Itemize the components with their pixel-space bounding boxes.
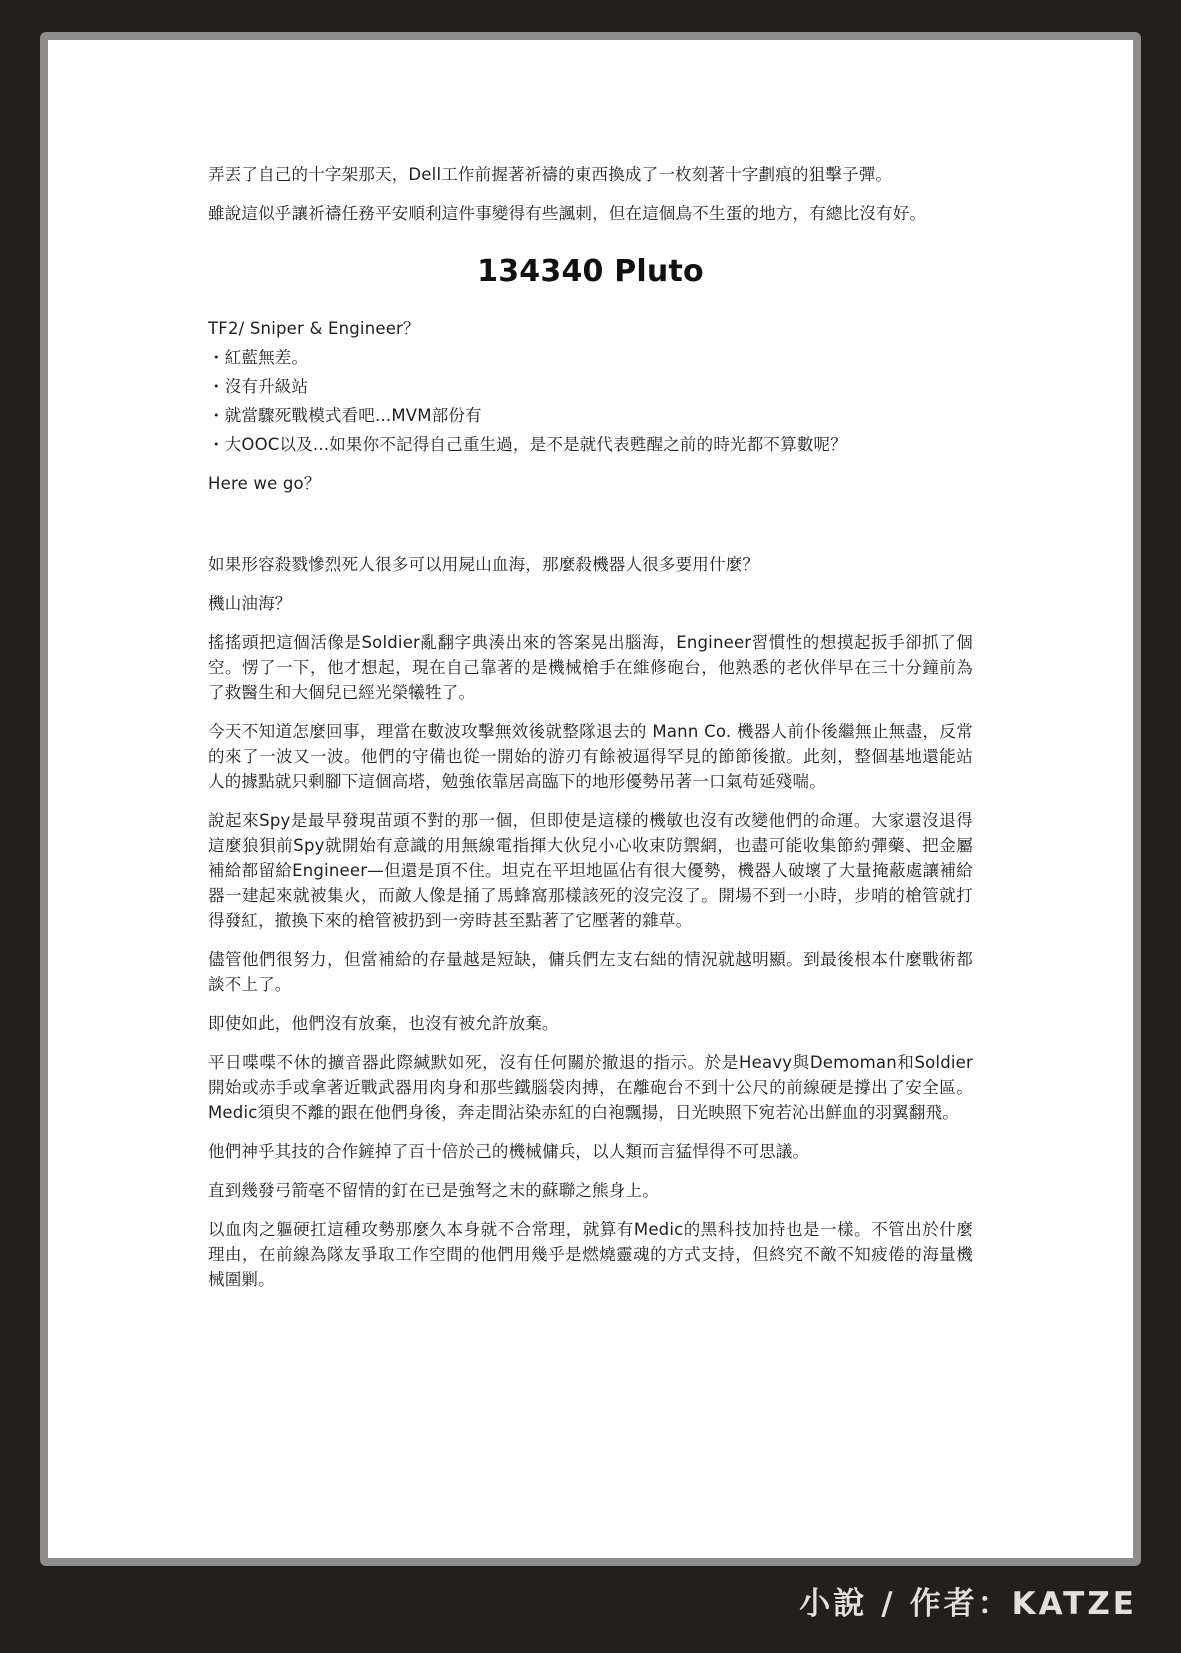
- footer-credit: [799, 1578, 1137, 1623]
- body-paragraph: 他們神乎其技的合作鏟掉了百十倍於己的機械傭兵，以人類而言猛悍得不可思議。: [208, 1142, 810, 1161]
- page-sheet: [40, 32, 1141, 1566]
- body-paragraph: 儘管他們很努力，但當補給的存量越是短缺，傭兵們左支右絀的情況就越明顯。到最後根本什麼戰術都談不上了。: [208, 950, 973, 994]
- article: [208, 162, 973, 1306]
- story-title: 134340 Pluto: [477, 254, 704, 289]
- body-paragraph: 即使如此，他們沒有放棄，也沒有被允許放棄。: [208, 1014, 559, 1033]
- section-spacer: [208, 510, 973, 552]
- body-paragraph: 搖搖頭把這個活像是Soldier亂翻字典湊出來的答案晃出腦海，Engineer習慣性的想摸起扳手卻抓了個空。愣了一下，他才想起，現在自己靠著的是機械槍手在維修砲台，他熟悉的老伙伴早在三十分鐘前為了救醫生和大個兒已經光榮犧牲了。: [208, 633, 973, 702]
- footer-separator: /: [881, 1586, 896, 1622]
- fandom-line: TF2/ Sniper & Engineer？: [208, 319, 420, 338]
- body-paragraph: 直到幾發弓箭毫不留情的釘在已是強弩之末的蘇聯之熊身上。: [208, 1181, 659, 1200]
- here-we-go-line: Here we go？: [208, 474, 321, 493]
- body-paragraph: 機山油海？: [208, 594, 292, 613]
- body-paragraph: 平日喋喋不休的擴音器此際緘默如死，沒有任何關於撤退的指示。於是Heavy與Demoman和Soldier開始或赤手或拿著近戰武器用肉身和那些鐵腦袋肉搏，在離砲台不到十公尺的前線硬是撐出了安全區。Medic須臾不離的跟在他們身後，奔走間沾染赤紅的白袍飄揚，日光映照下宛若沁出鮮血的羽翼翻飛。: [208, 1053, 973, 1122]
- story-meta: [208, 314, 973, 459]
- note-item: ・沒有升級站: [208, 377, 309, 396]
- footer-category: 小說: [799, 1586, 868, 1622]
- footer-author: 作者：KATZE: [909, 1586, 1137, 1622]
- body-paragraph: 說起來Spy是最早發現苗頭不對的那一個，但即使是這樣的機敏也沒有改變他們的命運。大家還沒退得這麼狼狽前Spy就開始有意識的用無線電指揮大伙兒小心收束防禦網，也盡可能收集節約彈藥、把金屬補給都留給Engineer—但還是頂不住。坦克在平坦地區佔有很大優勢，機器人破壞了大量掩蔽處讓補給器一建起來就被集火，而敵人像是捅了馬蜂窩那樣該死的沒完沒了。開場不到一小時，步哨的槍管就打得發紅，撤換下來的槍管被扔到一旁時甚至點著了它壓著的雜草。: [208, 811, 973, 930]
- note-item: ・紅藍無差。: [208, 348, 309, 367]
- intro-paragraph: 弄丟了自己的十字架那天，Dell工作前握著祈禱的東西換成了一枚刻著十字劃痕的狙擊子彈。: [208, 165, 893, 184]
- intro-paragraph: 雖說這似乎讓祈禱任務平安順利這件事變得有些諷刺，但在這個鳥不生蛋的地方，有總比沒有好。: [208, 204, 927, 223]
- body-paragraph: 如果形容殺戮慘烈死人很多可以用屍山血海，那麼殺機器人很多要用什麼？: [208, 555, 760, 574]
- note-item: ・就當驟死戰模式看吧...MVM部份有: [208, 406, 482, 425]
- body-paragraph: 今天不知道怎麼回事，理當在數波攻擊無效後就整隊退去的 Mann Co. 機器人前仆後繼無止無盡，反常的來了一波又一波。他們的守備也從一開始的游刃有餘被逼得罕見的節節後撤。此刻，整個基地還能站人的據點就只剩腳下這個高塔，勉強依靠居高臨下的地形優勢吊著一口氣苟延殘喘。: [208, 722, 973, 791]
- note-item: ・大OOC以及...如果你不記得自己重生過，是不是就代表甦醒之前的時光都不算數呢？: [208, 435, 847, 454]
- body-paragraph: 以血肉之軀硬扛這種攻勢那麼久本身就不合常理，就算有Medic的黑科技加持也是一樣。不管出於什麼理由，在前線為隊友爭取工作空間的他們用幾乎是燃燒靈魂的方式支持，但終究不敵不知疲倦的海量機械圍剿。: [208, 1220, 973, 1289]
